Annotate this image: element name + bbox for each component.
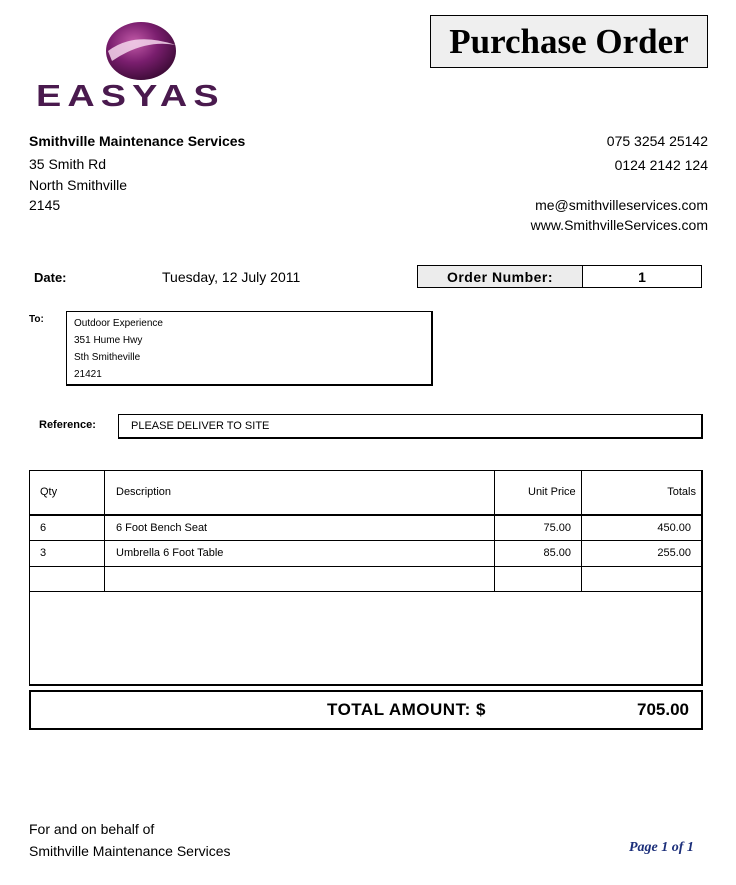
row-qty: 6 xyxy=(40,522,47,534)
header-qty: Qty xyxy=(40,486,58,498)
row-total: 255.00 xyxy=(657,547,691,559)
total-value: 705.00 xyxy=(637,700,689,719)
total-box xyxy=(29,690,703,730)
header-totals: Totals xyxy=(667,486,696,498)
date-label: Date: xyxy=(34,270,67,285)
order-number-value: 1 xyxy=(582,265,702,288)
row-unit-price: 75.00 xyxy=(543,522,571,534)
company-address-line: 2145 xyxy=(29,197,61,213)
to-address-line: 351 Hume Hwy xyxy=(74,335,143,346)
items-table xyxy=(29,470,703,686)
page-number: Page 1 of 1 xyxy=(629,840,694,855)
company-address-line: North Smithville xyxy=(29,177,128,193)
order-number-label: Order Number: xyxy=(417,265,583,288)
row-qty: 3 xyxy=(40,547,47,559)
to-address-line: Outdoor Experience xyxy=(74,318,163,329)
header-description: Description xyxy=(116,486,172,498)
row-total: 450.00 xyxy=(657,522,691,534)
to-address-line: Sth Smitheville xyxy=(74,352,141,363)
footer-company-line: Smithville Maintenance Services xyxy=(29,843,231,859)
to-label: To: xyxy=(29,314,44,325)
header-unit-price: Unit Price xyxy=(528,486,576,498)
reference-label: Reference: xyxy=(39,419,96,431)
to-address-box xyxy=(66,311,433,386)
logo-text: EASYAS xyxy=(36,78,225,113)
logo-orb-icon xyxy=(104,21,178,81)
row-description: 6 Foot Bench Seat xyxy=(116,522,208,534)
row-description: Umbrella 6 Foot Table xyxy=(116,547,224,559)
date-value: Tuesday, 12 July 2011 xyxy=(162,269,301,285)
document-title: Purchase Order xyxy=(430,15,708,68)
company-phone: 0124 2142 124 xyxy=(614,157,708,173)
company-email: me@smithvilleservices.com xyxy=(535,197,708,213)
footer-behalf-line: For and on behalf of xyxy=(29,821,155,837)
reference-value: PLEASE DELIVER TO SITE xyxy=(118,414,703,439)
company-website: www.SmithvilleServices.com xyxy=(530,217,708,233)
company-name: Smithville Maintenance Services xyxy=(29,133,246,149)
company-address-line: 35 Smith Rd xyxy=(29,156,107,172)
row-unit-price: 85.00 xyxy=(543,547,571,559)
total-label: TOTAL AMOUNT: $ xyxy=(327,700,486,719)
company-phone: 075 3254 25142 xyxy=(606,133,708,149)
to-address-line: 21421 xyxy=(74,369,102,380)
